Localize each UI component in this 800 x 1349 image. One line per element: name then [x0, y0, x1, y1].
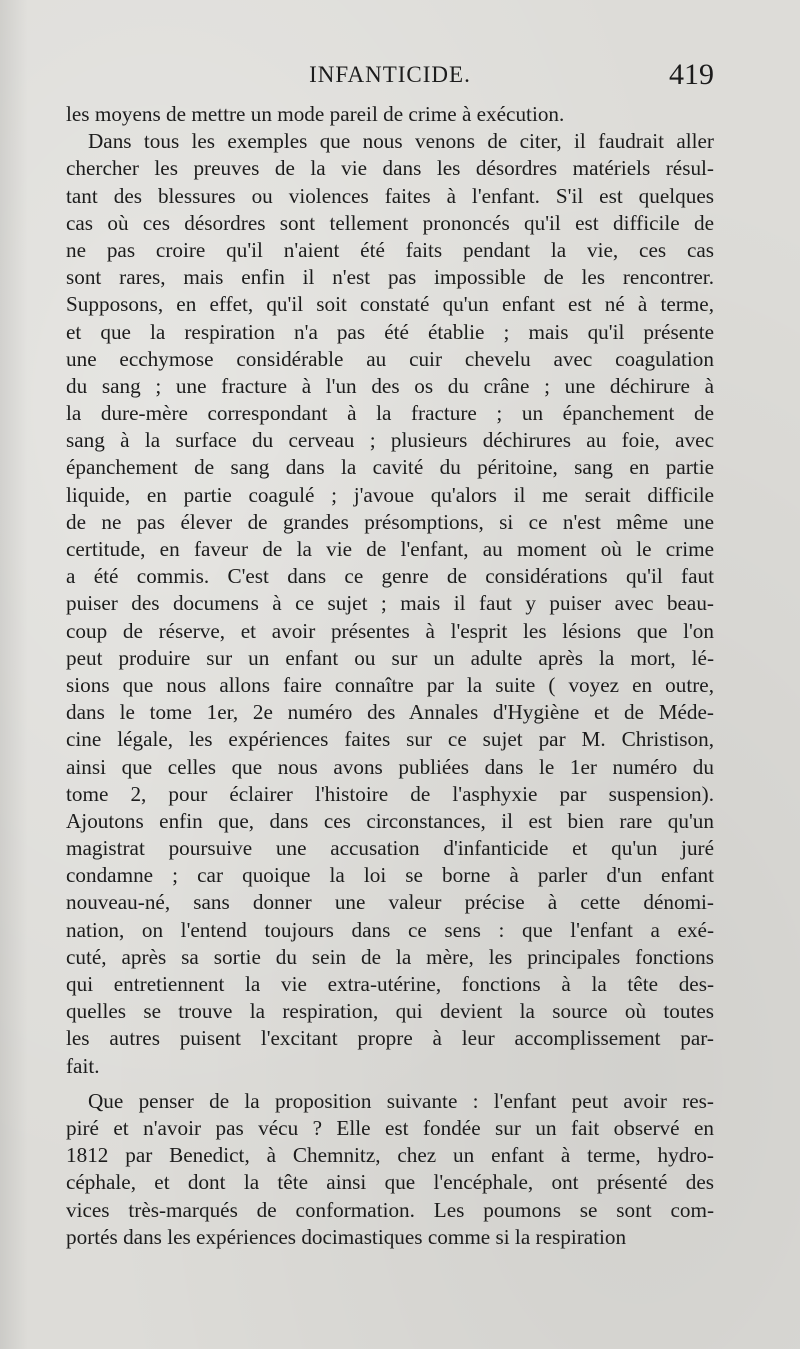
text-line: sang à la surface du cerveau ; plusieurs déchirures au foie, avec: [66, 428, 714, 453]
running-head: [66, 58, 714, 94]
text-line: puiser des documens à ce sujet ; mais il faut y puiser avec beau-: [66, 591, 714, 616]
text-line: coup de réserve, et avoir présentes à l'esprit les lésions que l'on: [66, 618, 714, 643]
text-line: Supposons, en effet, qu'il soit constaté qu'un enfant est né à terme,: [66, 292, 714, 317]
text-line: a été commis. C'est dans ce genre de considérations qu'il faut: [66, 564, 714, 589]
text-line: peut produire sur un enfant ou sur un adulte après la mort, lé-: [66, 645, 714, 670]
text-line: sont rares, mais enfin il n'est pas impossible de les rencontrer.: [66, 265, 714, 290]
text-line: épanchement de sang dans la cavité du péritoine, sang en partie: [66, 455, 714, 480]
running-title: INFANTICIDE.: [309, 62, 471, 87]
paragraph: [66, 101, 714, 128]
text-line: céphale, et dont la tête ainsi que l'encéphale, ont présenté des: [66, 1170, 714, 1195]
text-line: nation, on l'entend toujours dans ce sens : que l'enfant a exé-: [66, 917, 714, 942]
page-number: 419: [669, 58, 714, 91]
text-line: tant des blessures ou violences faites à l'enfant. S'il est quelques: [66, 183, 714, 208]
text-line: vices très-marqués de conformation. Les poumons se sont com-: [66, 1197, 714, 1222]
text-line: cine légale, les expériences faites sur ce sujet par M. Christison,: [66, 727, 714, 752]
text-line: cuté, après sa sortie du sein de la mère, les principales fonctions: [66, 944, 714, 969]
page-edge-shadow: [0, 0, 28, 1349]
body-text: [66, 101, 714, 1251]
text-line: une ecchymose considérable au cuir chevelu avec coagulation: [66, 346, 714, 371]
text-line: piré et n'avoir pas vécu ? Elle est fondée sur un fait observé en: [66, 1115, 714, 1140]
text-line: les moyens de mettre un mode pareil de crime à exécution.: [66, 102, 565, 126]
text-line: 1812 par Benedict, à Chemnitz, chez un enfant à terme, hydro-: [66, 1143, 714, 1168]
text-line: la dure-mère correspondant à la fracture ; un épanchement de: [66, 401, 714, 426]
paragraph: [66, 1088, 714, 1251]
text-line: tome 2, pour éclairer l'histoire de l'asphyxie par suspension).: [66, 781, 714, 806]
paragraph-gap: [66, 1080, 714, 1088]
text-line: sions que nous allons faire connaître par la suite ( voyez en outre,: [66, 672, 714, 697]
text-line: magistrat poursuive une accusation d'infanticide et qu'un juré: [66, 836, 714, 861]
text-line: qui entretiennent la vie extra-utérine, fonctions à la tête des-: [66, 972, 714, 996]
text-line: les autres puisent l'excitant propre à leur accomplissement par-: [66, 1026, 714, 1051]
text-line: cas où ces désordres sont tellement prononcés qu'il est difficile de: [66, 210, 714, 235]
text-line: du sang ; une fracture à l'un des os du crâne ; une déchirure à: [66, 373, 714, 398]
text-line: quelles se trouve la respiration, qui devient la source où toutes: [66, 999, 714, 1024]
text-line: ainsi que celles que nous avons publiées dans le 1er numéro du: [66, 754, 714, 779]
text-line: chercher les preuves de la vie dans les désordres matériels résul-: [66, 156, 714, 181]
text-line: nouveau-né, sans donner une valeur précise à cette dénomi-: [66, 890, 714, 915]
text-line: et que la respiration n'a pas été établie ; mais qu'il présente: [66, 319, 714, 344]
text-line: certitude, en faveur de la vie de l'enfant, au moment où le crime: [66, 537, 714, 561]
text-line: condamne ; car quoique la loi se borne à parler d'un enfant: [66, 863, 714, 888]
text-line: ne pas croire qu'il n'aient été faits pendant la vie, ces cas: [66, 237, 714, 262]
paragraph: [66, 128, 714, 1080]
text-line: fait.: [66, 1053, 100, 1078]
text-line: portés dans les expériences docimastiques comme si la respiration: [66, 1224, 627, 1249]
text-line: Que penser de la proposition suivante : l'enfant peut avoir res-: [88, 1088, 714, 1113]
text-line: de ne pas élever de grandes présomptions, si ce n'est même une: [66, 509, 714, 534]
text-line: Ajoutons enfin que, dans ces circonstances, il est bien rare qu'un: [66, 808, 714, 833]
text-line: Dans tous les exemples que nous venons de citer, il faudrait aller: [88, 129, 714, 154]
text-line: dans le tome 1er, 2e numéro des Annales d'Hygiène et de Méde-: [66, 700, 714, 725]
text-line: liquide, en partie coagulé ; j'avoue qu'alors il me serait difficile: [66, 482, 714, 507]
